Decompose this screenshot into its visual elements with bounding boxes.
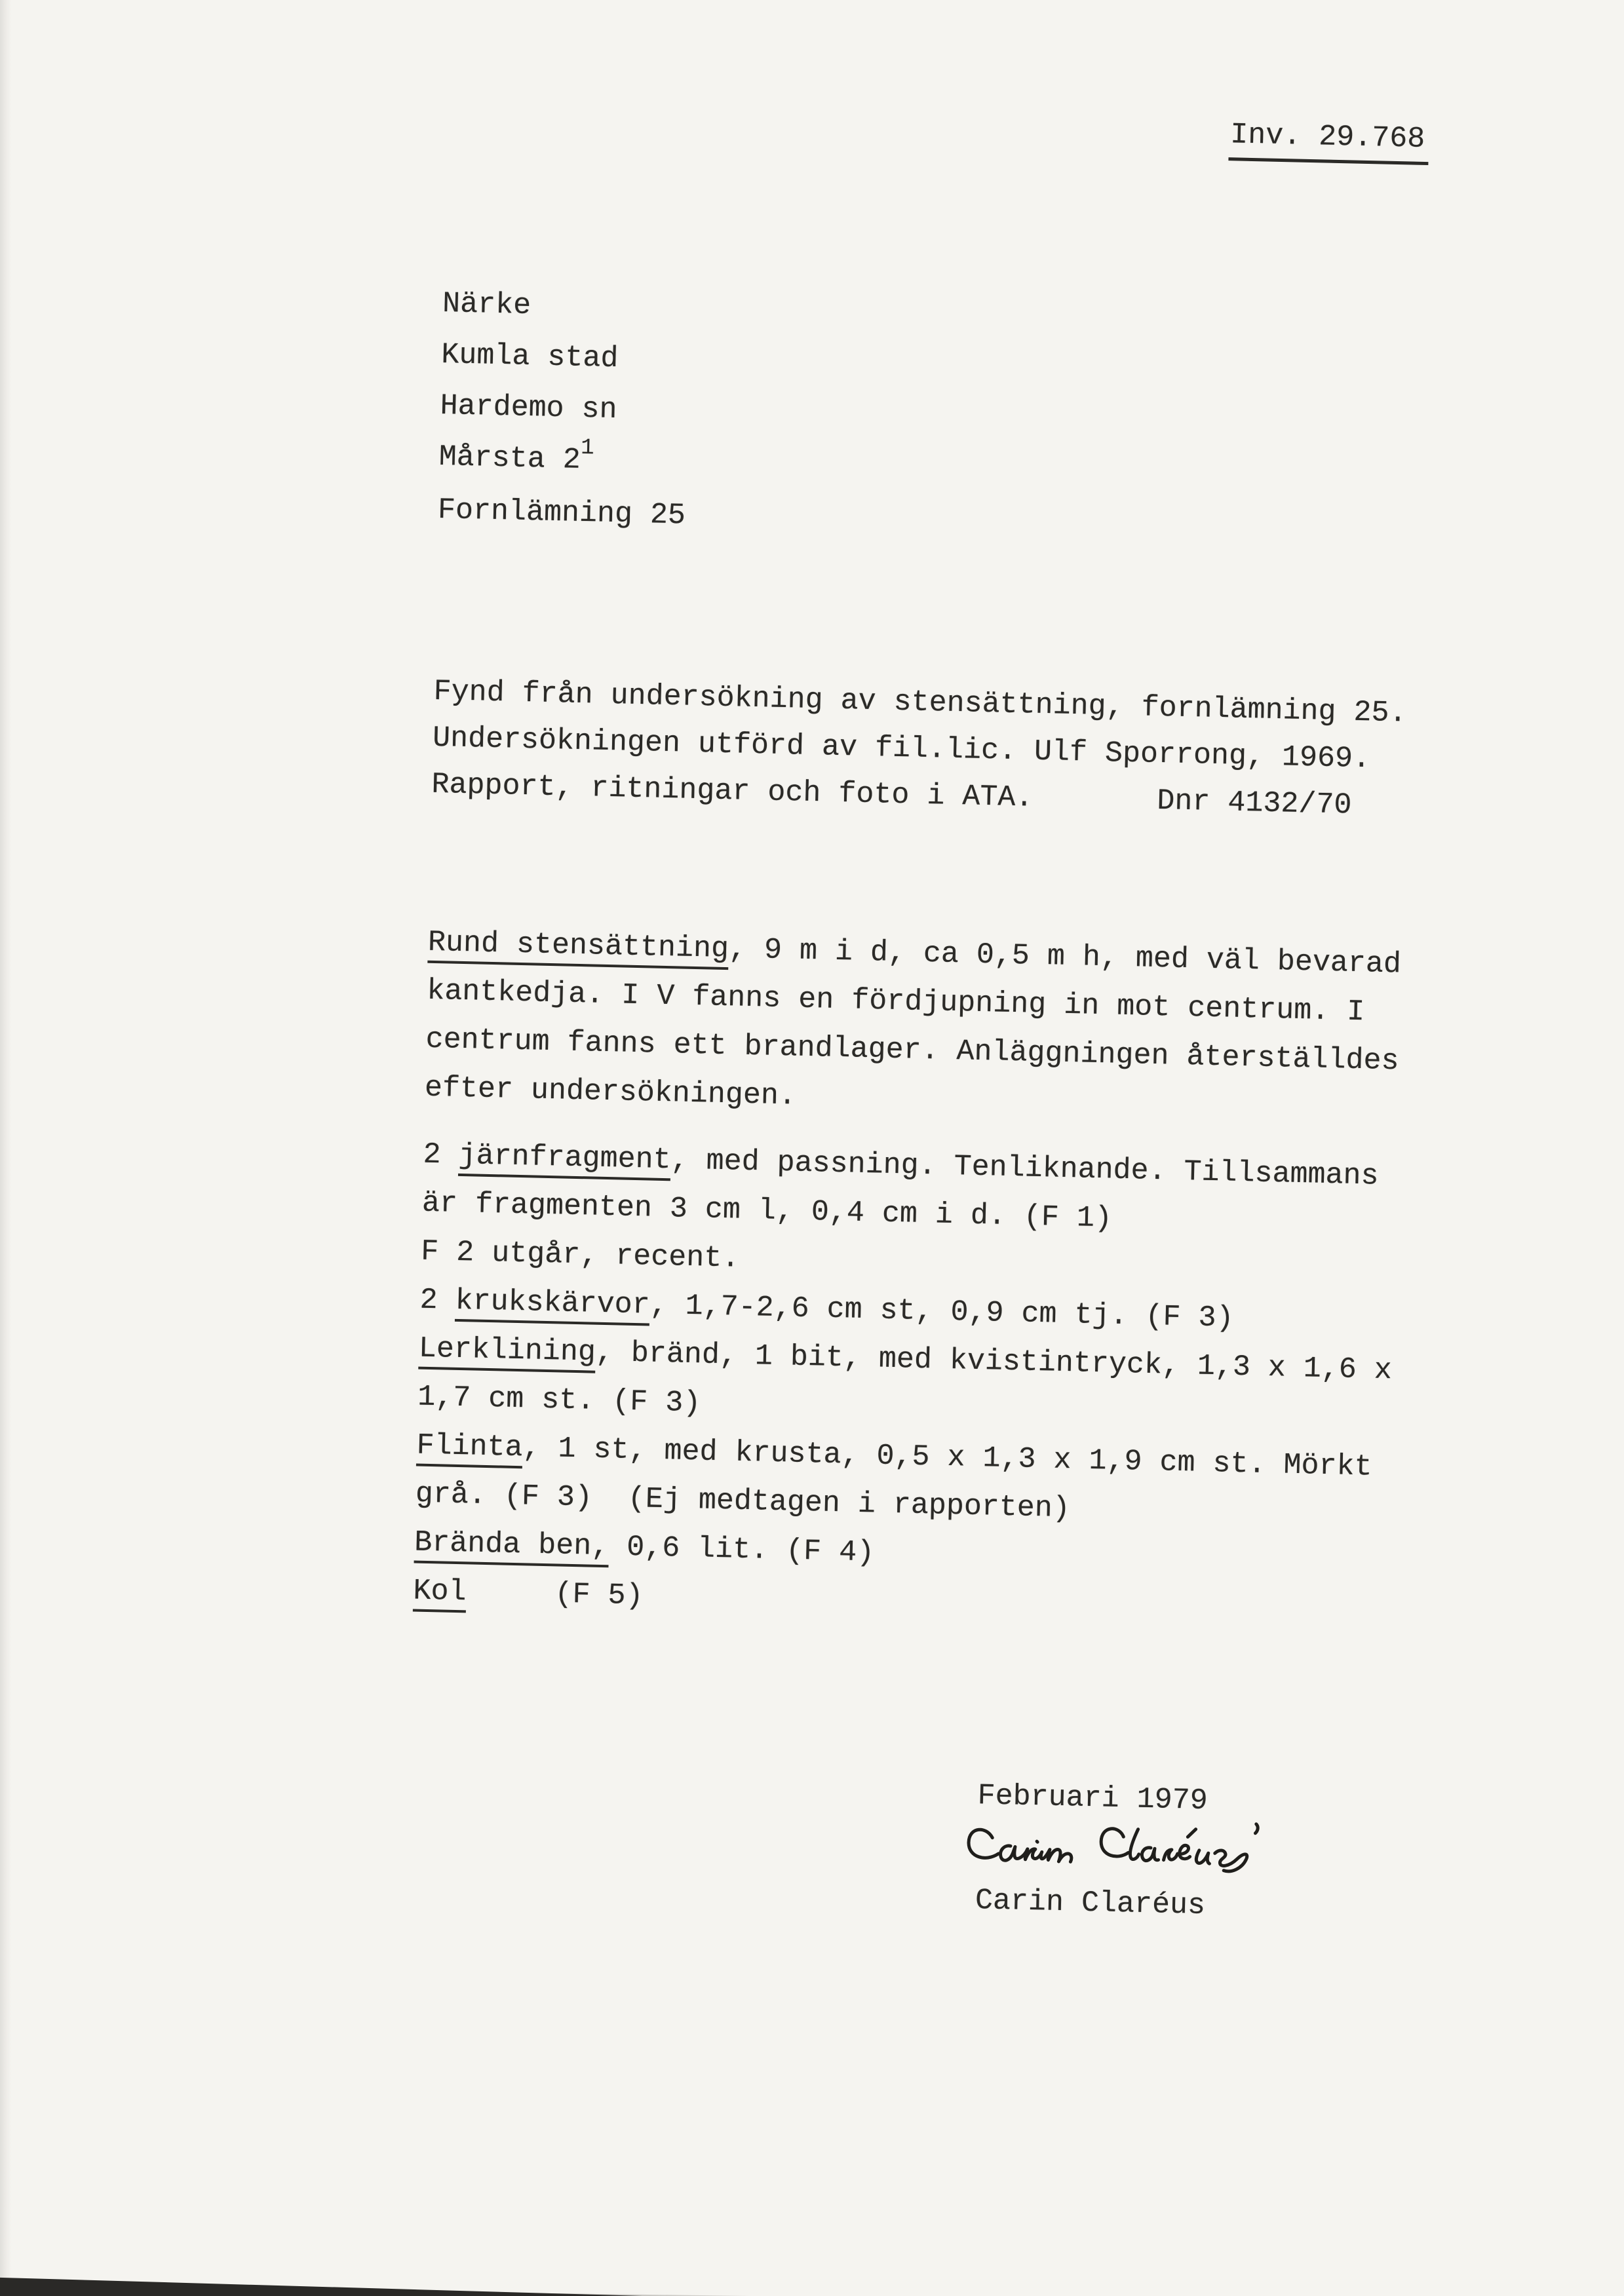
province-line (442, 278, 691, 335)
find-rest: 0,6 lit. (F 4) (608, 1530, 875, 1570)
signature-stroke (1188, 1829, 1195, 1837)
site-text: Mårsta 2 (438, 440, 581, 477)
find-term: järnfragment (458, 1139, 671, 1181)
signature-stroke (1164, 1850, 1178, 1860)
find-term: Lerklining (418, 1332, 596, 1373)
paper-left-edge-shadow (0, 0, 12, 2296)
signature-block (975, 1780, 1269, 1924)
signature-stroke (1196, 1850, 1210, 1864)
signature-stroke (1255, 1824, 1258, 1833)
find-count: 2 (419, 1283, 456, 1318)
date-text: Februari 1979 (977, 1779, 1208, 1818)
find-text: 1,7 cm st. (F 3) (417, 1380, 701, 1421)
signature-stroke (1214, 1850, 1247, 1872)
intro-text-3: Rapport, ritningar och foto i ATA. Dnr 4132/70 (431, 767, 1352, 822)
typed-name-line (975, 1885, 1266, 1924)
description-lead-rest: , 9 m i d, ca 0,5 m h, med väl bevarad (728, 932, 1402, 982)
intro-text-2: Undersökningen utförd av fil.lic. Ulf Sporrong, 1969. (432, 721, 1371, 776)
intro-text-1: Fynd från undersökning av stensättning, fornlämning 25. (433, 674, 1408, 731)
find-rest: , med passning. Tenliknande. Tillsammans (670, 1143, 1380, 1193)
find-term: krukskärvor (455, 1284, 650, 1326)
monument-line (437, 485, 686, 542)
find-term: Flinta (416, 1429, 523, 1469)
find-text: F 2 utgår, recent. (420, 1234, 740, 1276)
find-text: är fragmenten 3 cm l, 0,4 cm i d. (F 1) (421, 1186, 1113, 1236)
signature-handwriting (959, 1815, 1268, 1894)
description-paragraph (424, 919, 1402, 1135)
city-line (440, 330, 689, 387)
find-rest: (F 5) (465, 1575, 644, 1613)
description-text-3: centrum fanns ett brandlager. Anläggningen återställdes (425, 1022, 1400, 1079)
city-text: Kumla stad (440, 337, 619, 376)
signature-stroke (1101, 1828, 1129, 1856)
signature-stroke (969, 1829, 999, 1858)
find-count: 2 (423, 1138, 459, 1172)
site-line (438, 432, 687, 491)
description-text-2: kantkedja. I V fanns en fördjupning in mot centrum. I (426, 974, 1365, 1029)
signature-stroke (1130, 1829, 1139, 1859)
signature-stroke (1142, 1848, 1159, 1862)
monument-text: Fornlämning 25 (437, 493, 686, 533)
find-term: Brända ben, (414, 1526, 609, 1568)
find-rest: , 1,7-2,6 cm st, 0,9 cm tj. (F 3) (649, 1288, 1235, 1335)
site-superscript: 1 (580, 435, 595, 461)
find-term: Kol (413, 1574, 467, 1613)
inventory-number: Inv. 29.768 (1228, 117, 1429, 165)
description-lead-term: Rund stensättning (427, 926, 729, 970)
signature-stroke (1000, 1846, 1072, 1862)
parish-line (440, 381, 689, 438)
parish-text: Hardemo sn (440, 389, 618, 427)
find-rest: , 1 st, med krusta, 0,5 x 1,3 x 1,9 cm st. Mörkt (522, 1431, 1373, 1484)
location-header (437, 278, 691, 541)
signature-stroke (1180, 1845, 1190, 1859)
find-text: grå. (F 3) (Ej medtagen i rapporten) (415, 1477, 1071, 1526)
typewritten-content (399, 118, 1596, 2244)
typed-name-text: Carin Claréus (975, 1884, 1206, 1923)
finds-list (413, 1131, 1397, 1638)
description-text-4: efter undersökningen. (424, 1071, 797, 1113)
date-line (977, 1780, 1269, 1819)
find-rest: , bränd, 1 bit, med kvistintryck, 1,3 x 1,6 x (595, 1335, 1393, 1388)
intro-paragraph (431, 668, 1408, 830)
province-text: Närke (442, 286, 532, 323)
